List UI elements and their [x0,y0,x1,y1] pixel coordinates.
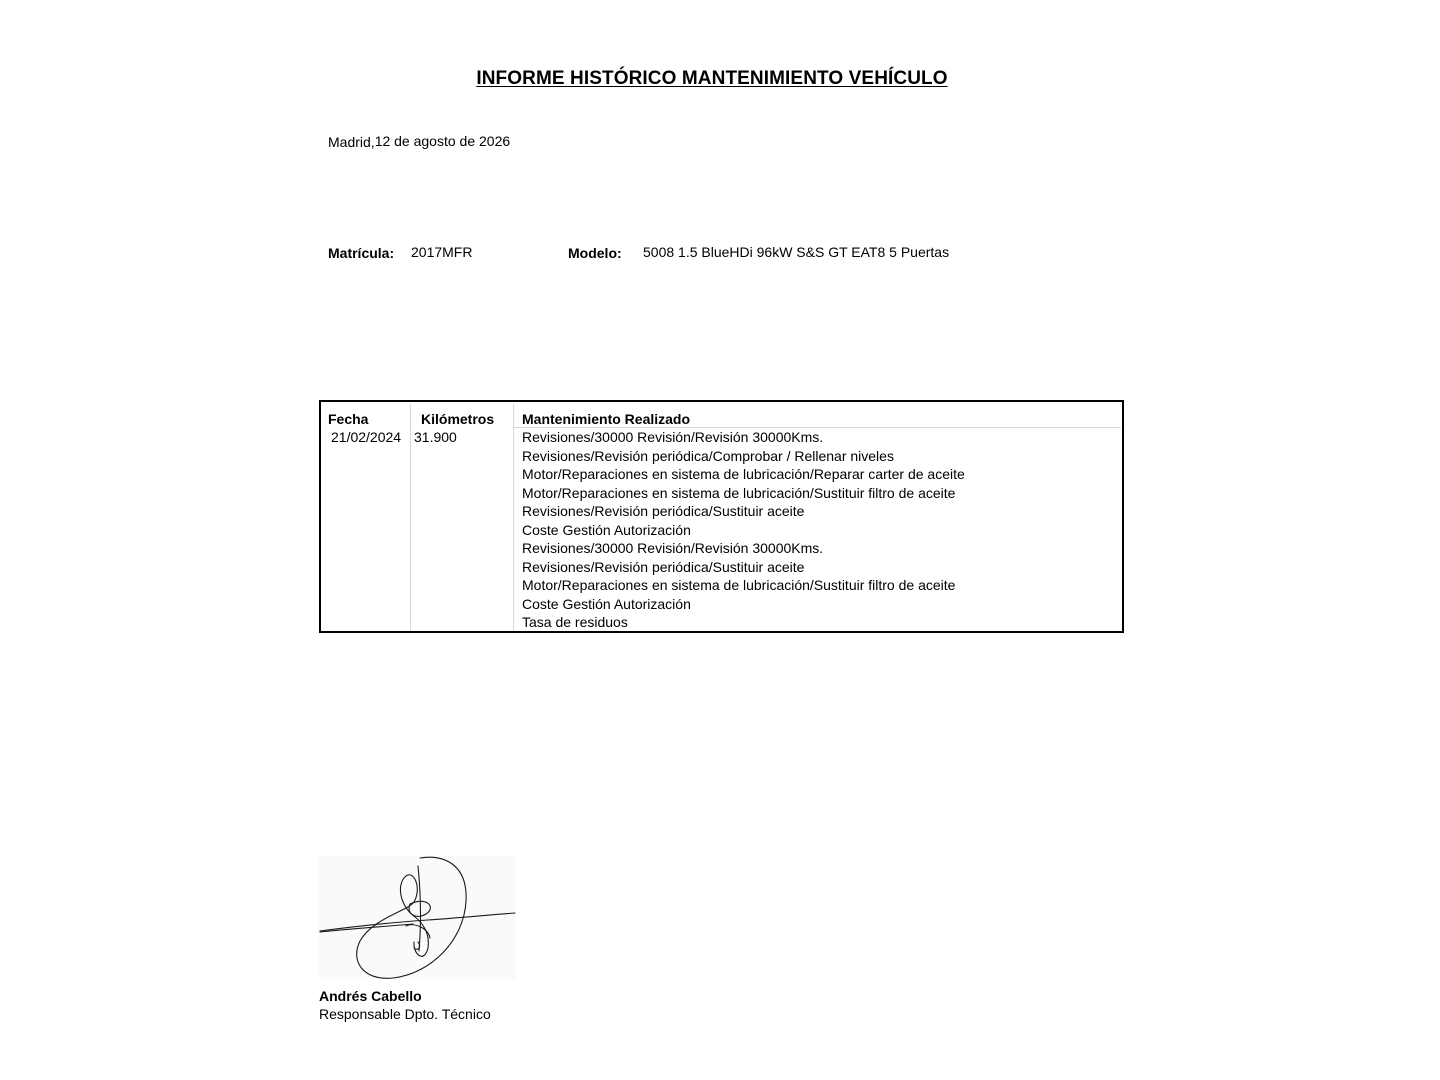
maintenance-item: Revisiones/30000 Revisión/Revisión 30000Kms. [522,540,824,556]
signer-name: Andrés Cabello [319,988,422,1004]
maintenance-item: Revisiones/30000 Revisión/Revisión 30000Kms. [522,429,824,445]
signer-role: Responsable Dpto. Técnico [319,1006,491,1022]
maintenance-item: Coste Gestión Autorización [522,521,691,538]
maintenance-item: Revisiones/Revisión periódica/Comprobar / Rellenar niveles [522,447,894,464]
maintenance-list [522,428,965,632]
header-maintenance: Mantenimiento Realizado [522,411,691,427]
plate-label: Matrícula: [328,245,395,261]
report-place: Madrid, [328,134,375,150]
maintenance-item: Motor/Reparaciones en sistema de lubricación/Reparar carter de aceite [522,466,965,482]
header-date: Fecha [328,411,369,427]
model-label: Modelo: [568,245,622,261]
plate-value: 2017MFR [411,244,473,260]
maintenance-item: Motor/Reparaciones en sistema de lubricación/Sustituir filtro de aceite [522,577,956,593]
maintenance-item: Revisiones/Revisión periódica/Sustituir aceite [522,503,805,519]
report-date: 12 de agosto de 2026 [374,133,511,149]
row-km: 31.900 [414,429,457,445]
model-value: 5008 1.5 BlueHDi 96kW S&S GT EAT8 5 Puertas [643,244,950,260]
maintenance-item: Revisiones/Revisión periódica/Sustituir aceite [522,558,805,575]
maintenance-item: Tasa de residuos [522,614,628,630]
column-divider [513,404,514,631]
column-divider [410,404,411,631]
report-title: INFORME HISTÓRICO MANTENIMIENTO VEHÍCULO [476,68,948,89]
header-km: Kilómetros [421,411,495,427]
maintenance-item: Motor/Reparaciones en sistema de lubricación/Sustituir filtro de aceite [522,484,956,501]
maintenance-item: Coste Gestión Autorización [522,595,691,612]
signature-icon [318,856,516,979]
row-date: 21/02/2024 [331,429,402,445]
place-date [328,133,510,149]
